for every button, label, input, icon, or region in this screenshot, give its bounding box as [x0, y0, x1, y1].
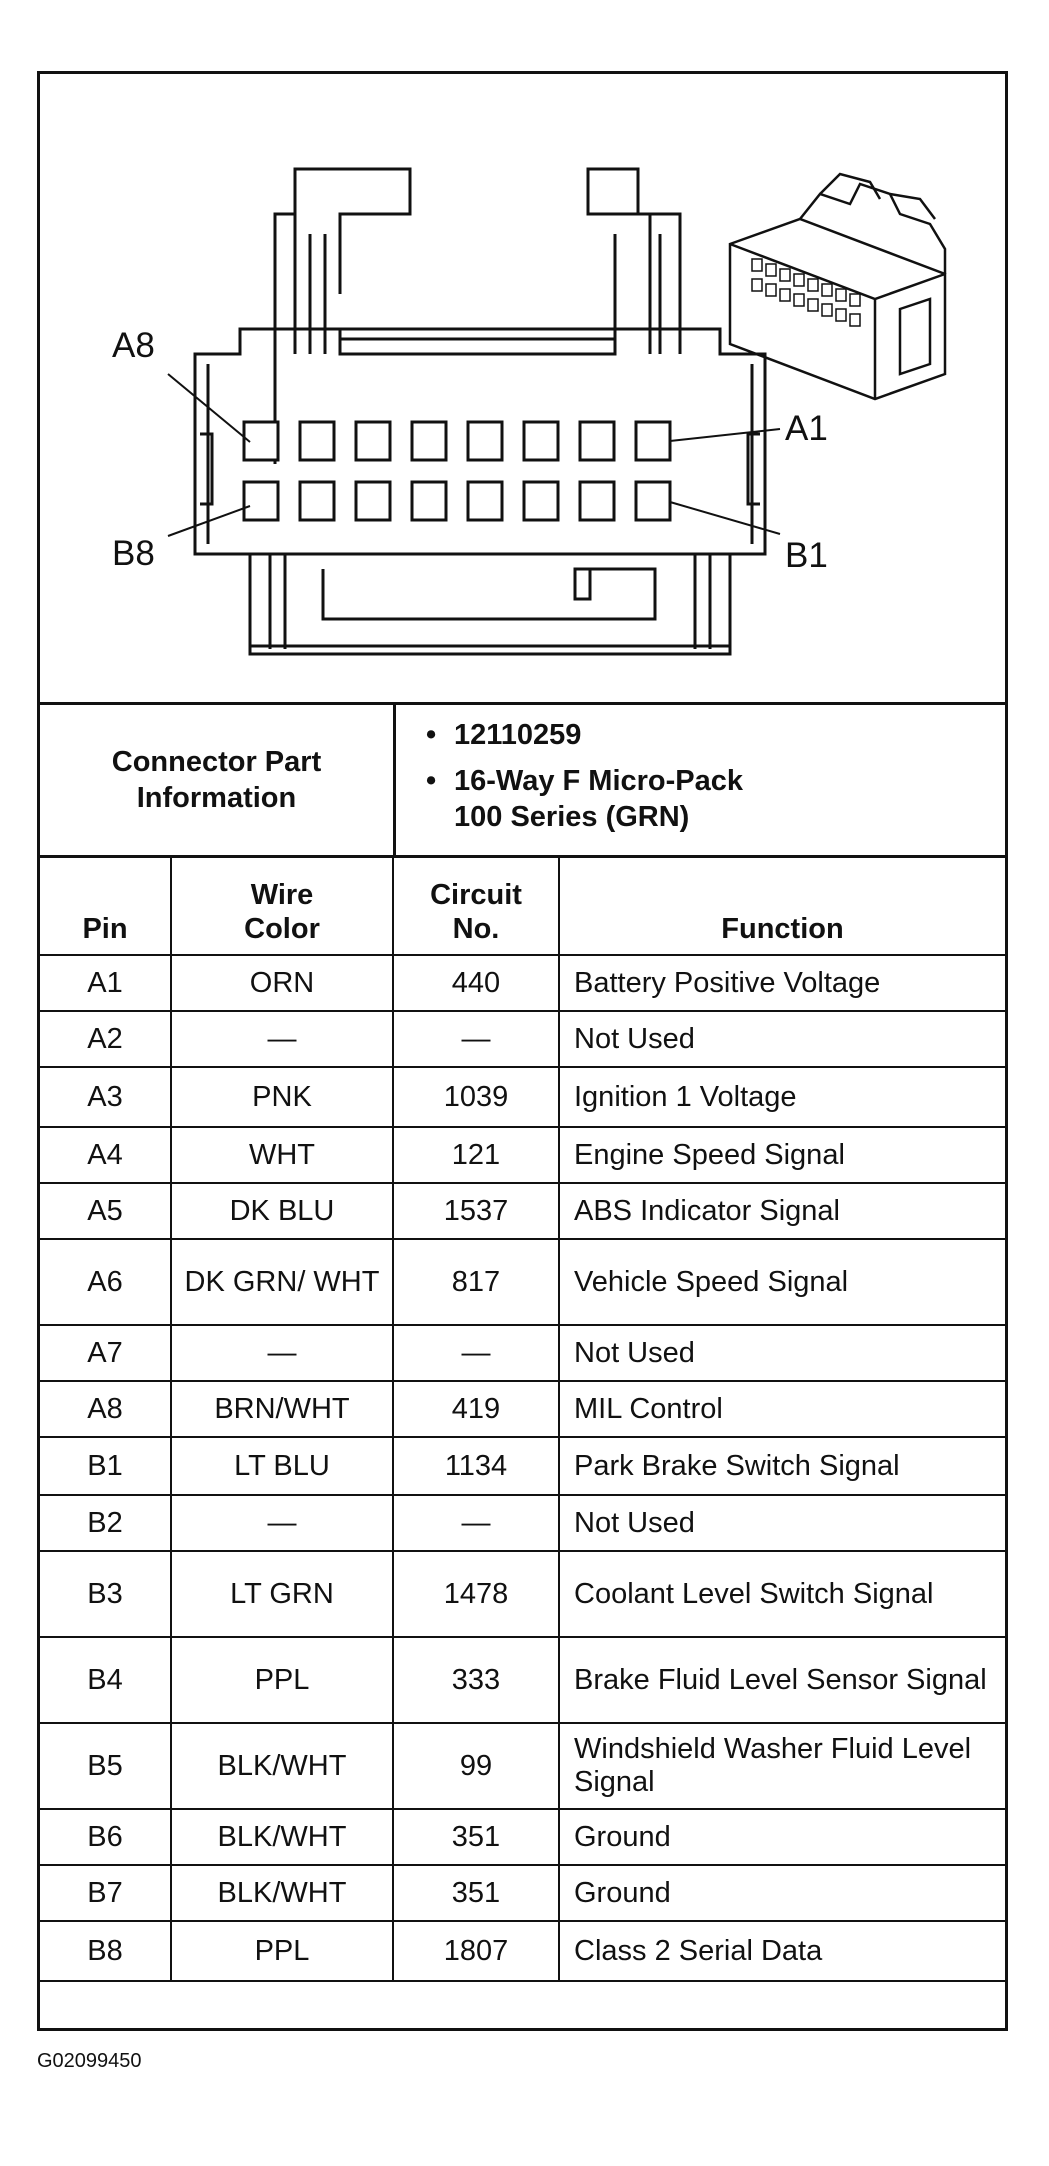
- circuit-cell: 1807: [393, 1921, 559, 1981]
- wire-color-cell: ORN: [171, 955, 393, 1011]
- table-row: [40, 1865, 1005, 1921]
- function-cell: Vehicle Speed Signal: [559, 1239, 1005, 1325]
- pin-cell: A1: [40, 955, 171, 1011]
- pin-cell: A5: [40, 1183, 171, 1239]
- wire-color-cell: PPL: [171, 1921, 393, 1981]
- wire-color-cell: BLK/WHT: [171, 1809, 393, 1865]
- circuit-cell: 1134: [393, 1437, 559, 1495]
- header-wire-color: Wire Color: [171, 858, 393, 955]
- table-row: [40, 1067, 1005, 1127]
- function-cell: Not Used: [559, 1325, 1005, 1381]
- pin-cell: B5: [40, 1723, 171, 1809]
- wire-color-cell: BLK/WHT: [171, 1723, 393, 1809]
- circuit-cell: 99: [393, 1723, 559, 1809]
- function-cell: Brake Fluid Level Sensor Signal: [559, 1637, 1005, 1723]
- pin-cell: B1: [40, 1437, 171, 1495]
- label-a8: A8: [112, 326, 155, 365]
- function-cell: Park Brake Switch Signal: [559, 1437, 1005, 1495]
- wire-color-cell: DK BLU: [171, 1183, 393, 1239]
- wire-color-cell: DK GRN/ WHT: [171, 1239, 393, 1325]
- function-cell: Not Used: [559, 1495, 1005, 1551]
- table-row: [40, 1325, 1005, 1381]
- wire-color-cell: —: [171, 1325, 393, 1381]
- pin-cell: B8: [40, 1921, 171, 1981]
- pin-cell: B7: [40, 1865, 171, 1921]
- circuit-cell: —: [393, 1325, 559, 1381]
- table-row: [40, 1495, 1005, 1551]
- table-row: [40, 1921, 1005, 1981]
- circuit-cell: 817: [393, 1239, 559, 1325]
- circuit-cell: —: [393, 1495, 559, 1551]
- pin-cell: B2: [40, 1495, 171, 1551]
- pin-cell: A3: [40, 1067, 171, 1127]
- right-latch: [588, 169, 680, 354]
- connector-frame: [37, 71, 1008, 2031]
- table-row: [40, 1437, 1005, 1495]
- function-cell: Not Used: [559, 1011, 1005, 1067]
- circuit-cell: 351: [393, 1865, 559, 1921]
- table-row: [40, 1381, 1005, 1437]
- function-cell: Ignition 1 Voltage: [559, 1067, 1005, 1127]
- header-circuit-no: Circuit No.: [393, 858, 559, 955]
- pin-cell: A6: [40, 1239, 171, 1325]
- pin-cavities: [244, 422, 670, 520]
- function-cell: Windshield Washer Fluid Level Signal: [559, 1723, 1005, 1809]
- circuit-cell: 440: [393, 955, 559, 1011]
- function-cell: Engine Speed Signal: [559, 1127, 1005, 1183]
- function-cell: Coolant Level Switch Signal: [559, 1551, 1005, 1637]
- table-row: [40, 1637, 1005, 1723]
- pin-cell: B3: [40, 1551, 171, 1637]
- header-pin: Pin: [40, 858, 171, 955]
- wire-color-cell: BLK/WHT: [171, 1865, 393, 1921]
- pin-cell: A4: [40, 1127, 171, 1183]
- pinout-table: [40, 858, 1005, 1982]
- function-cell: Battery Positive Voltage: [559, 955, 1005, 1011]
- circuit-cell: 1039: [393, 1067, 559, 1127]
- label-b1: B1: [785, 536, 828, 575]
- wire-color-cell: PNK: [171, 1067, 393, 1127]
- table-row: [40, 1183, 1005, 1239]
- pinout-table-header: [40, 858, 1005, 955]
- pin-cell: B4: [40, 1637, 171, 1723]
- wire-color-cell: WHT: [171, 1127, 393, 1183]
- table-row: [40, 955, 1005, 1011]
- wire-color-cell: BRN/WHT: [171, 1381, 393, 1437]
- pin-cell: A7: [40, 1325, 171, 1381]
- pin-cell: B6: [40, 1809, 171, 1865]
- circuit-cell: 419: [393, 1381, 559, 1437]
- wire-color-cell: PPL: [171, 1637, 393, 1723]
- function-cell: Class 2 Serial Data: [559, 1921, 1005, 1981]
- info-label-line1: Connector Part: [111, 746, 322, 778]
- table-row: [40, 1127, 1005, 1183]
- part-number: • 12110259: [396, 717, 1005, 753]
- function-cell: MIL Control: [559, 1381, 1005, 1437]
- label-a1: A1: [785, 409, 828, 448]
- connector-diagram: [40, 74, 1005, 705]
- wire-color-cell: LT GRN: [171, 1551, 393, 1637]
- connector-info-label: [40, 705, 396, 855]
- table-row: [40, 1011, 1005, 1067]
- function-cell: ABS Indicator Signal: [559, 1183, 1005, 1239]
- circuit-cell: 351: [393, 1809, 559, 1865]
- table-row: [40, 1809, 1005, 1865]
- circuit-cell: 121: [393, 1127, 559, 1183]
- circuit-cell: —: [393, 1011, 559, 1067]
- connector-part-information: [40, 705, 1005, 858]
- table-row: [40, 1239, 1005, 1325]
- table-row: [40, 1723, 1005, 1809]
- circuit-cell: 1478: [393, 1551, 559, 1637]
- pin-cell: A2: [40, 1011, 171, 1067]
- pin-cell: A8: [40, 1381, 171, 1437]
- circuit-cell: 1537: [393, 1183, 559, 1239]
- wire-color-cell: LT BLU: [171, 1437, 393, 1495]
- connector-description: • 16-Way F Micro-Pack 100 Series (GRN): [396, 763, 1005, 835]
- function-cell: Ground: [559, 1809, 1005, 1865]
- connector-face-drawing: [40, 74, 1005, 702]
- header-function: Function: [559, 858, 1005, 955]
- function-cell: Ground: [559, 1865, 1005, 1921]
- wire-color-cell: —: [171, 1011, 393, 1067]
- circuit-cell: 333: [393, 1637, 559, 1723]
- info-label-line2: Information: [136, 782, 297, 814]
- wire-color-cell: —: [171, 1495, 393, 1551]
- figure-id: G02099450: [37, 2050, 142, 2072]
- label-b8: B8: [112, 534, 155, 573]
- connector-info-values: [396, 705, 1005, 855]
- table-row: [40, 1551, 1005, 1637]
